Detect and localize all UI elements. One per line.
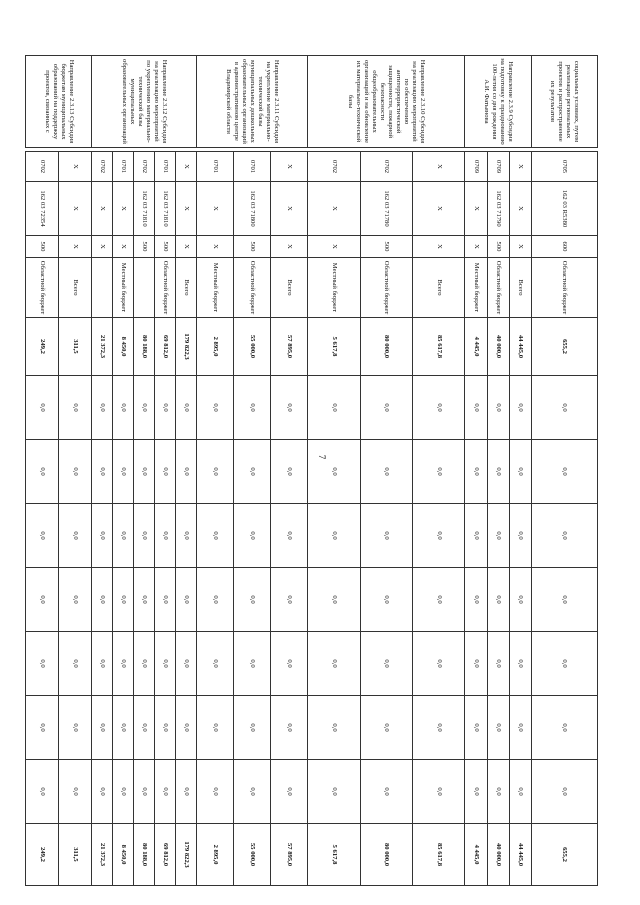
- amount-y3: 0,0: [196, 504, 233, 568]
- amount-y1: 0,0: [487, 376, 509, 440]
- amount-y4: 0,0: [134, 568, 155, 632]
- amount-y2: 0,0: [92, 440, 113, 504]
- total-amount: 5 617,8: [308, 318, 360, 376]
- amount-y5: 0,0: [308, 632, 360, 696]
- total-amount: 179 822,3: [175, 318, 196, 376]
- amount-final: 80 000,0: [360, 824, 412, 886]
- amount-y2: 0,0: [26, 440, 59, 504]
- budget-table: [25, 55, 598, 886]
- expense-type: Х: [308, 236, 360, 258]
- expense-type: 500: [134, 236, 155, 258]
- amount-y4: 0,0: [487, 568, 509, 632]
- table-row: [92, 56, 113, 886]
- amount-y5: 0,0: [233, 632, 270, 696]
- total-amount: 8 450,0: [113, 318, 134, 376]
- funding-source: Областной бюджет: [26, 258, 59, 318]
- amount-y6: 0,0: [509, 696, 531, 760]
- target-code: Х: [271, 182, 308, 236]
- amount-final: 85 617,8: [413, 824, 465, 886]
- amount-y4: 0,0: [360, 568, 412, 632]
- amount-y1: 0,0: [271, 376, 308, 440]
- amount-y5: 0,0: [360, 632, 412, 696]
- section-code: 0709: [487, 152, 509, 182]
- section-code: 0701: [233, 152, 270, 182]
- amount-y4: 0,0: [26, 568, 59, 632]
- amount-final: 21 372,3: [92, 824, 113, 886]
- expense-type: Х: [59, 236, 92, 258]
- funding-source: [92, 258, 113, 318]
- amount-y7: 0,0: [175, 760, 196, 824]
- amount-y4: 0,0: [113, 568, 134, 632]
- total-amount: 57 895,0: [271, 318, 308, 376]
- amount-y1: 0,0: [196, 376, 233, 440]
- amount-y6: 0,0: [531, 696, 597, 760]
- amount-y2: 0,0: [308, 440, 360, 504]
- amount-y4: 0,0: [308, 568, 360, 632]
- amount-final: 69 812,0: [154, 824, 175, 886]
- target-code: Х: [59, 182, 92, 236]
- amount-y3: 0,0: [271, 504, 308, 568]
- amount-y1: 0,0: [360, 376, 412, 440]
- amount-y6: 0,0: [59, 696, 92, 760]
- section-code: 0702: [26, 152, 59, 182]
- amount-y7: 0,0: [59, 760, 92, 824]
- amount-final: 44 445,0: [509, 824, 531, 886]
- amount-y7: 0,0: [113, 760, 134, 824]
- amount-y4: 0,0: [92, 568, 113, 632]
- direction-description: Направление 2.3.11 Субсидия на укрепление материально-технической базы муниципальных дошкольных образовательных организаций в административном центре Владимирской области: [196, 56, 308, 148]
- total-amount: 80 000,0: [360, 318, 412, 376]
- section-code: 0705: [531, 152, 597, 182]
- amount-y7: 0,0: [233, 760, 270, 824]
- amount-y2: 0,0: [487, 440, 509, 504]
- amount-y7: 0,0: [134, 760, 155, 824]
- section-code: Х: [271, 152, 308, 182]
- expense-type: 500: [233, 236, 270, 258]
- funding-source: Местный бюджет: [113, 258, 134, 318]
- amount-y6: 0,0: [360, 696, 412, 760]
- amount-y5: 0,0: [271, 632, 308, 696]
- amount-y1: 0,0: [413, 376, 465, 440]
- amount-y4: 0,0: [233, 568, 270, 632]
- amount-y6: 0,0: [271, 696, 308, 760]
- amount-y2: 0,0: [196, 440, 233, 504]
- total-amount: 69 812,0: [154, 318, 175, 376]
- target-code: Х: [175, 182, 196, 236]
- amount-y1: 0,0: [59, 376, 92, 440]
- table-row: [509, 56, 531, 886]
- amount-y1: 0,0: [465, 376, 487, 440]
- amount-y7: 0,0: [465, 760, 487, 824]
- amount-y7: 0,0: [308, 760, 360, 824]
- amount-y1: 0,0: [134, 376, 155, 440]
- amount-y2: 0,0: [175, 440, 196, 504]
- amount-y5: 0,0: [465, 632, 487, 696]
- amount-y6: 0,0: [308, 696, 360, 760]
- amount-final: 4 445,0: [465, 824, 487, 886]
- amount-y3: 0,0: [59, 504, 92, 568]
- amount-y7: 0,0: [531, 760, 597, 824]
- total-amount: 40 000,0: [487, 318, 509, 376]
- amount-y5: 0,0: [92, 632, 113, 696]
- amount-y3: 0,0: [233, 504, 270, 568]
- amount-final: 8 450,0: [113, 824, 134, 886]
- section-code: 0702: [134, 152, 155, 182]
- section-code: 0702: [308, 152, 360, 182]
- amount-y4: 0,0: [413, 568, 465, 632]
- amount-y5: 0,0: [175, 632, 196, 696]
- total-amount: 80 188,0: [134, 318, 155, 376]
- amount-y2: 0,0: [154, 440, 175, 504]
- amount-y2: 0,0: [113, 440, 134, 504]
- table-row: [465, 56, 487, 886]
- funding-source: Областной бюджет: [360, 258, 412, 318]
- table-row: [360, 56, 412, 886]
- amount-y7: 0,0: [413, 760, 465, 824]
- direction-description: Направление 2.3.13 Субсидия бюджетам муниципальных образований на поддержку проектов, связанных с: [26, 56, 92, 148]
- amount-y3: 0,0: [154, 504, 175, 568]
- amount-y6: 0,0: [413, 696, 465, 760]
- amount-y2: 0,0: [233, 440, 270, 504]
- expense-type: Х: [509, 236, 531, 258]
- target-code: 162 03 71790: [487, 182, 509, 236]
- amount-y7: 0,0: [26, 760, 59, 824]
- funding-source: Областной бюджет: [154, 258, 175, 318]
- amount-final: 5 617,8: [308, 824, 360, 886]
- expense-type: Х: [196, 236, 233, 258]
- page-number: 7: [317, 454, 327, 460]
- amount-final: 2 895,0: [196, 824, 233, 886]
- amount-y6: 0,0: [465, 696, 487, 760]
- expense-type: Х: [465, 236, 487, 258]
- amount-y3: 0,0: [26, 504, 59, 568]
- expense-type: Х: [92, 236, 113, 258]
- target-code: 162 03 71810: [134, 182, 155, 236]
- amount-y5: 0,0: [154, 632, 175, 696]
- section-code: 0702: [360, 152, 412, 182]
- amount-y7: 0,0: [509, 760, 531, 824]
- table-row: [59, 56, 92, 886]
- expense-type: 500: [26, 236, 59, 258]
- table-row: [196, 56, 233, 886]
- total-amount: 655,2: [531, 318, 597, 376]
- amount-y3: 0,0: [509, 504, 531, 568]
- section-code: Х: [59, 152, 92, 182]
- amount-final: 80 188,0: [134, 824, 155, 886]
- amount-y3: 0,0: [92, 504, 113, 568]
- expense-type: 500: [487, 236, 509, 258]
- section-code: Х: [413, 152, 465, 182]
- total-amount: 55 000,0: [233, 318, 270, 376]
- amount-y6: 0,0: [134, 696, 155, 760]
- amount-y7: 0,0: [154, 760, 175, 824]
- direction-description: социальных условиях, путем реализации региональных проектов и распространение их результатов: [531, 56, 597, 148]
- amount-y2: 0,0: [413, 440, 465, 504]
- table-row: [308, 56, 360, 886]
- total-amount: 4 445,0: [465, 318, 487, 376]
- expense-type: 500: [360, 236, 412, 258]
- amount-y5: 0,0: [134, 632, 155, 696]
- amount-y4: 0,0: [59, 568, 92, 632]
- funding-source: Местный бюджет: [308, 258, 360, 318]
- amount-y1: 0,0: [175, 376, 196, 440]
- amount-final: 57 895,0: [271, 824, 308, 886]
- table-row: [26, 56, 59, 886]
- amount-y6: 0,0: [196, 696, 233, 760]
- amount-final: 249,2: [26, 824, 59, 886]
- amount-y5: 0,0: [59, 632, 92, 696]
- amount-final: 55 000,0: [233, 824, 270, 886]
- total-amount: 249,2: [26, 318, 59, 376]
- funding-source: Всего: [271, 258, 308, 318]
- table-row: [487, 56, 509, 886]
- amount-y4: 0,0: [465, 568, 487, 632]
- funding-source: Областной бюджет: [233, 258, 270, 318]
- direction-description: Направление 2.3.10 Субсидия на реализацию мероприятий по обеспечению антитеррористической защищенности, пожарной безопасности общеобразовательных организаций и на обновление их материально-технической базы: [308, 56, 465, 148]
- amount-y7: 0,0: [271, 760, 308, 824]
- table-row: [175, 56, 196, 886]
- funding-source: Всего: [509, 258, 531, 318]
- table-row: [113, 56, 134, 886]
- total-amount: 44 445,0: [509, 318, 531, 376]
- amount-y3: 0,0: [360, 504, 412, 568]
- target-code: Х: [308, 182, 360, 236]
- section-code: 0709: [465, 152, 487, 182]
- amount-y6: 0,0: [487, 696, 509, 760]
- total-amount: 311,5: [59, 318, 92, 376]
- table-row: [134, 56, 155, 886]
- total-amount: 85 617,8: [413, 318, 465, 376]
- amount-y3: 0,0: [113, 504, 134, 568]
- direction-description: Направление 2.3.12 Субсидия на реализацию мероприятий по укреплению материально-технической базы муниципальных образовательных организаций: [92, 56, 196, 148]
- amount-y1: 0,0: [509, 376, 531, 440]
- amount-y2: 0,0: [360, 440, 412, 504]
- total-amount: 2 895,0: [196, 318, 233, 376]
- amount-y6: 0,0: [26, 696, 59, 760]
- amount-y7: 0,0: [360, 760, 412, 824]
- amount-final: 179 822,3: [175, 824, 196, 886]
- target-code: Х: [113, 182, 134, 236]
- expense-type: Х: [175, 236, 196, 258]
- amount-y2: 0,0: [271, 440, 308, 504]
- amount-final: 40 000,0: [487, 824, 509, 886]
- amount-y7: 0,0: [196, 760, 233, 824]
- amount-y6: 0,0: [154, 696, 175, 760]
- expense-type: Х: [271, 236, 308, 258]
- amount-y6: 0,0: [92, 696, 113, 760]
- section-code: 0701: [196, 152, 233, 182]
- section-code: 0701: [154, 152, 175, 182]
- amount-y1: 0,0: [92, 376, 113, 440]
- amount-y1: 0,0: [531, 376, 597, 440]
- amount-y4: 0,0: [531, 568, 597, 632]
- amount-y3: 0,0: [308, 504, 360, 568]
- expense-type: Х: [113, 236, 134, 258]
- amount-y4: 0,0: [509, 568, 531, 632]
- amount-y5: 0,0: [196, 632, 233, 696]
- amount-y2: 0,0: [134, 440, 155, 504]
- amount-y6: 0,0: [113, 696, 134, 760]
- target-code: Х: [92, 182, 113, 236]
- amount-y7: 0,0: [487, 760, 509, 824]
- amount-y1: 0,0: [308, 376, 360, 440]
- funding-source: Всего: [175, 258, 196, 318]
- amount-final: 655,2: [531, 824, 597, 886]
- amount-y1: 0,0: [154, 376, 175, 440]
- funding-source: Областной бюджет: [487, 258, 509, 318]
- funding-source: Областной бюджет: [531, 258, 597, 318]
- amount-y4: 0,0: [196, 568, 233, 632]
- target-code: 162 03 71800: [233, 182, 270, 236]
- table-row: [154, 56, 175, 886]
- amount-y5: 0,0: [509, 632, 531, 696]
- amount-y2: 0,0: [509, 440, 531, 504]
- target-code: Х: [465, 182, 487, 236]
- target-code: Х: [196, 182, 233, 236]
- amount-y5: 0,0: [531, 632, 597, 696]
- funding-source: Всего: [413, 258, 465, 318]
- expense-type: Х: [413, 236, 465, 258]
- amount-y2: 0,0: [59, 440, 92, 504]
- table-row: [233, 56, 270, 886]
- amount-y5: 0,0: [487, 632, 509, 696]
- amount-y1: 0,0: [113, 376, 134, 440]
- target-code: 162 03 R5380: [531, 182, 597, 236]
- amount-y7: 0,0: [92, 760, 113, 824]
- target-code: 162 03 71780: [360, 182, 412, 236]
- target-code: 162 03 72354: [26, 182, 59, 236]
- amount-y6: 0,0: [233, 696, 270, 760]
- funding-source: Местный бюджет: [465, 258, 487, 318]
- amount-y2: 0,0: [465, 440, 487, 504]
- amount-y3: 0,0: [134, 504, 155, 568]
- section-code: 0701: [113, 152, 134, 182]
- amount-y4: 0,0: [154, 568, 175, 632]
- amount-y3: 0,0: [175, 504, 196, 568]
- funding-source: [134, 258, 155, 318]
- table-row: [413, 56, 465, 886]
- amount-y3: 0,0: [531, 504, 597, 568]
- total-amount: 21 372,3: [92, 318, 113, 376]
- funding-source: Местный бюджет: [196, 258, 233, 318]
- amount-y2: 0,0: [531, 440, 597, 504]
- section-code: Х: [175, 152, 196, 182]
- amount-y4: 0,0: [175, 568, 196, 632]
- amount-y5: 0,0: [113, 632, 134, 696]
- expense-type: 600: [531, 236, 597, 258]
- section-code: 0702: [92, 152, 113, 182]
- funding-source: Всего: [59, 258, 92, 318]
- amount-y3: 0,0: [465, 504, 487, 568]
- amount-y1: 0,0: [233, 376, 270, 440]
- target-code: 162 03 71810: [154, 182, 175, 236]
- direction-description: Направление 2.3.9 Субсидия на подготовку к празднованию 100-летия со дня рождения А.И. Фатьянова: [465, 56, 531, 148]
- section-code: Х: [509, 152, 531, 182]
- amount-y4: 0,0: [271, 568, 308, 632]
- table-row: [271, 56, 308, 886]
- amount-y5: 0,0: [413, 632, 465, 696]
- amount-y3: 0,0: [487, 504, 509, 568]
- expense-type: 500: [154, 236, 175, 258]
- amount-y3: 0,0: [413, 504, 465, 568]
- amount-final: 311,5: [59, 824, 92, 886]
- table-row: [531, 56, 597, 886]
- amount-y6: 0,0: [175, 696, 196, 760]
- target-code: Х: [413, 182, 465, 236]
- amount-y1: 0,0: [26, 376, 59, 440]
- amount-y5: 0,0: [26, 632, 59, 696]
- target-code: Х: [509, 182, 531, 236]
